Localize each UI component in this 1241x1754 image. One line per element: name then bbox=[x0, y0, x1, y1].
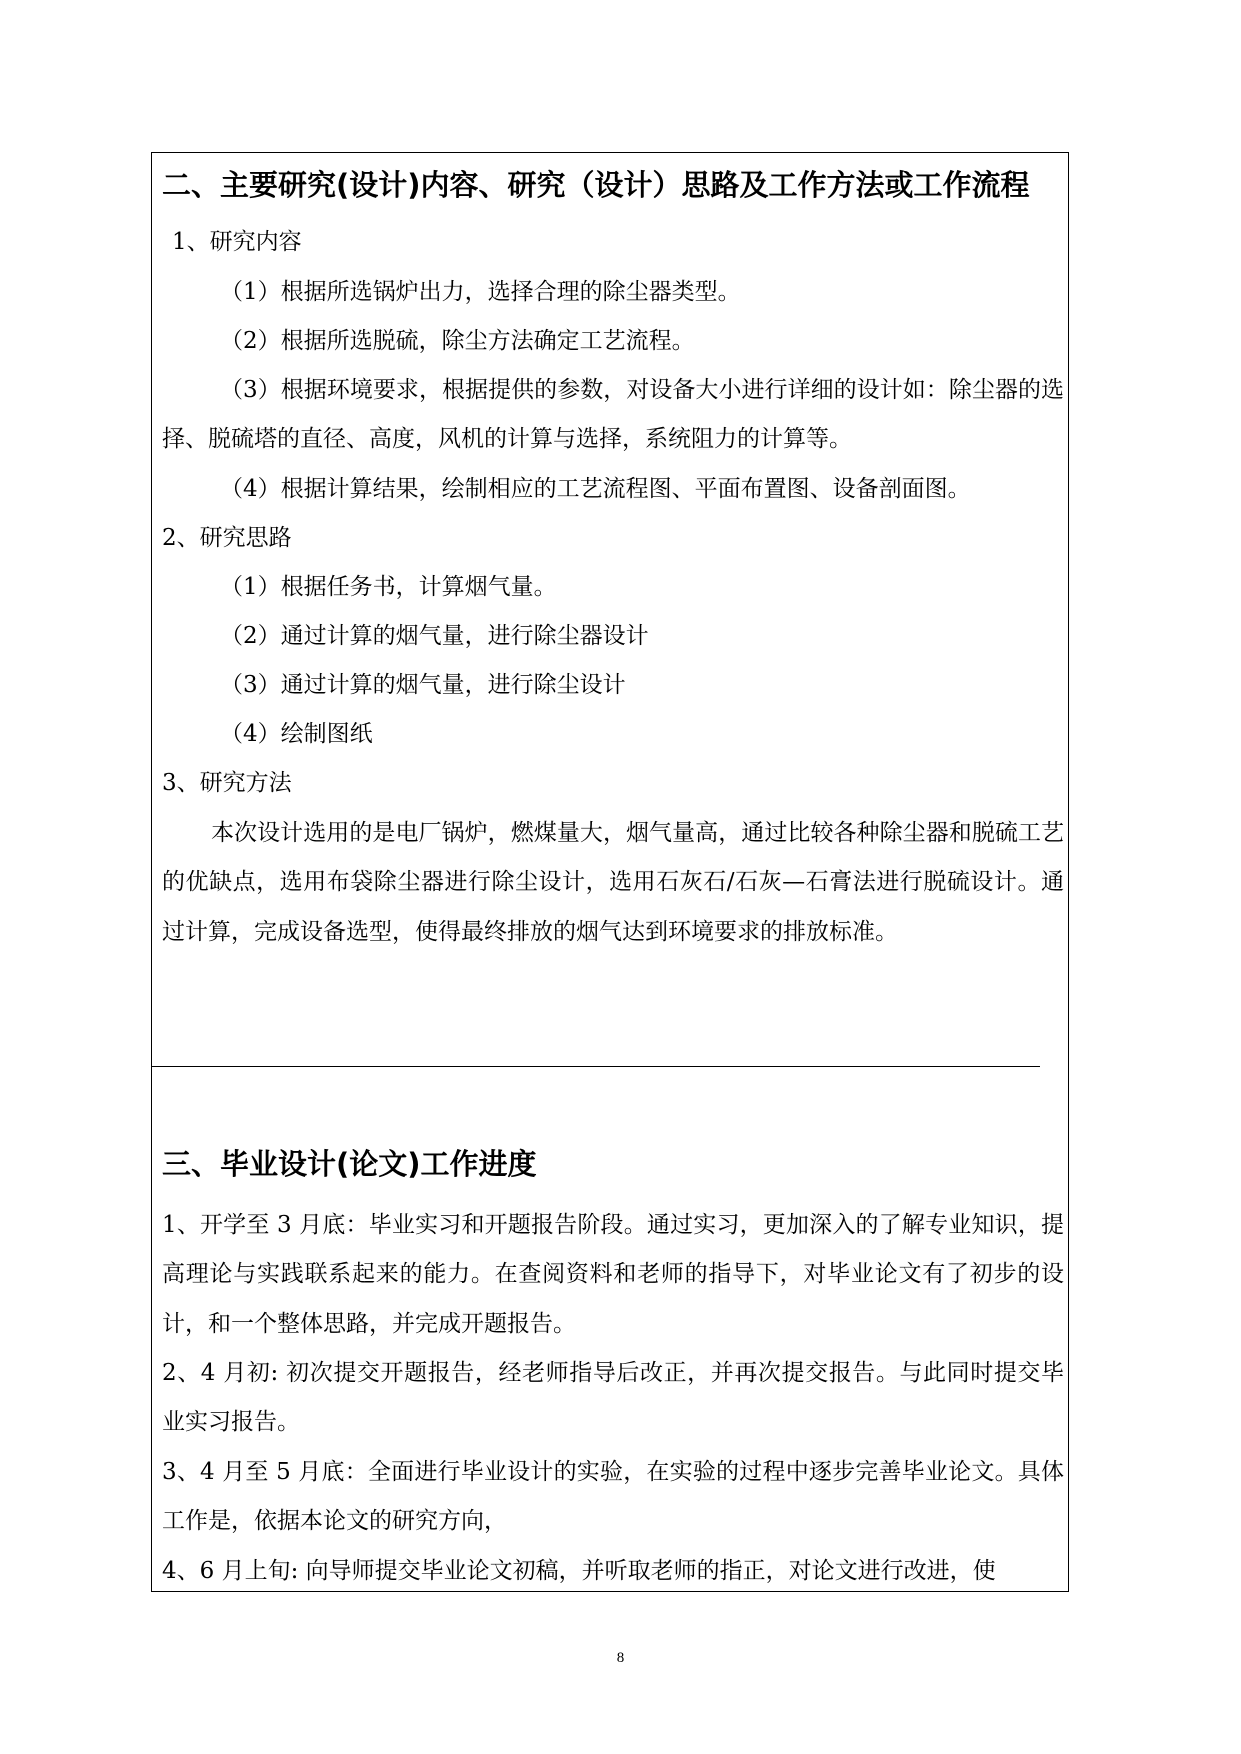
progress-item-3: 3、4 月至 5 月底：全面进行毕业设计的实验，在实验的过程中逐步完善毕业论文。具体工作是，依据本论文的研究方向， bbox=[162, 1459, 1064, 1535]
progress-item-2: 2、4 月初: 初次提交开题报告，经老师指导后改正，并再次提交报告。与此同时提交毕业实习报告。 bbox=[162, 1360, 1064, 1436]
section-divider bbox=[151, 1066, 1040, 1067]
content-item-3: （3）根据环境要求，根据提供的参数，对设备大小进行详细的设计如：除尘器的选择、脱硫塔的直径、高度，风机的计算与选择，系统阻力的计算等。 bbox=[162, 377, 1064, 453]
progress-item-4: 4、6 月上旬: 向导师提交毕业论文初稿，并听取老师的指正，对论文进行改进，使 bbox=[162, 1558, 996, 1584]
section3-heading: 三、毕业设计(论文)工作进度 bbox=[162, 1147, 537, 1181]
method-text: 本次设计选用的是电厂锅炉，燃煤量大，烟气量高，通过比较各种除尘器和脱硫工艺的优缺点，选用布袋除尘器进行除尘设计，选用石灰石/石灰—石膏法进行脱硫设计。通过计算，完成设备选型，使得最终排放的烟气达到环境要求的排放标准。 bbox=[162, 820, 1064, 945]
approach-title: 2、研究思路 bbox=[162, 525, 292, 551]
section2-heading: 二、主要研究(设计)内容、研究（设计）思路及工作方法或工作流程 bbox=[162, 168, 1030, 202]
approach-item-4: （4）绘制图纸 bbox=[220, 721, 373, 747]
content-item-1: （1）根据所选锅炉出力，选择合理的除尘器类型。 bbox=[220, 279, 741, 305]
content-title: 1、研究内容 bbox=[172, 229, 302, 255]
content-item-2: （2）根据所选脱硫，除尘方法确定工艺流程。 bbox=[220, 328, 695, 354]
progress-item-1: 1、开学至 3 月底：毕业实习和开题报告阶段。通过实习，更加深入的了解专业知识，提高理论与实践联系起来的能力。在查阅资料和老师的指导下，对毕业论文有了初步的设计，和一个整体思路，并完成开题报告。 bbox=[162, 1212, 1064, 1337]
approach-item-2: （2）通过计算的烟气量，进行除尘器设计 bbox=[220, 623, 649, 649]
approach-item-1: （1）根据任务书，计算烟气量。 bbox=[220, 574, 557, 600]
method-title: 3、研究方法 bbox=[162, 770, 292, 796]
approach-item-3: （3）通过计算的烟气量，进行除尘设计 bbox=[220, 672, 626, 698]
content-item-4: （4）根据计算结果，绘制相应的工艺流程图、平面布置图、设备剖面图。 bbox=[220, 476, 971, 502]
page-number: 8 bbox=[616, 1650, 625, 1666]
